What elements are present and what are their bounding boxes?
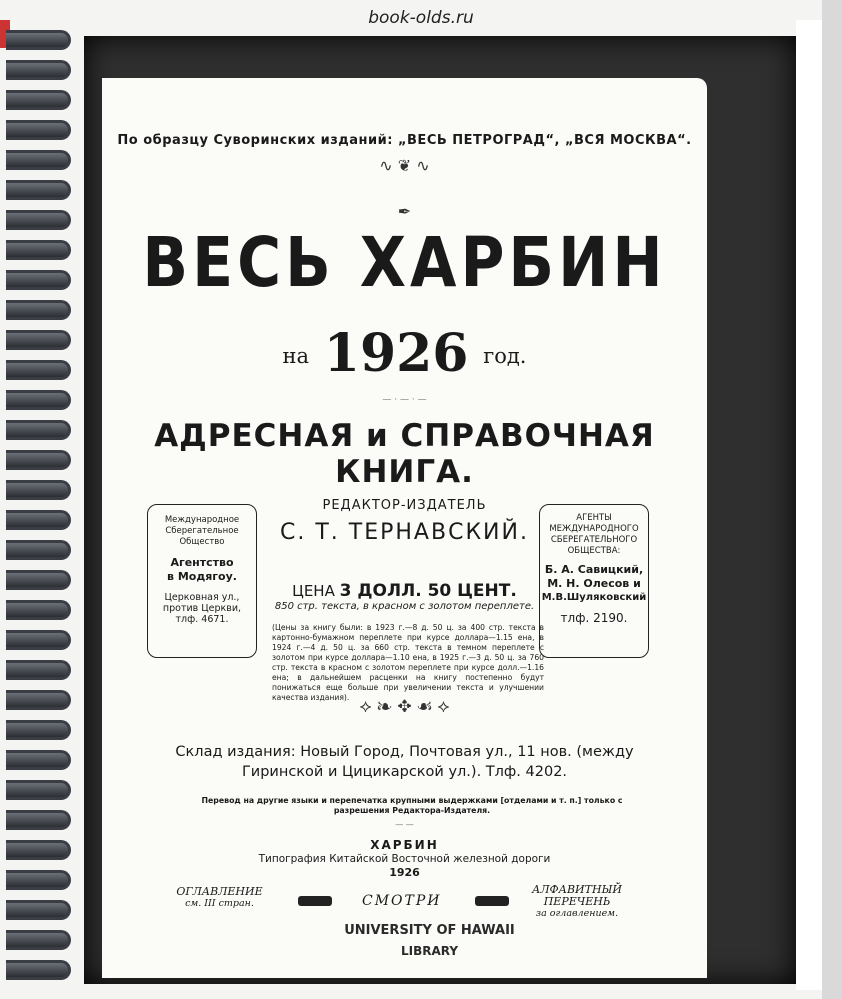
spiral-binding [0, 0, 80, 999]
book-title: ВЕСЬ ХАРБИН [142, 222, 667, 304]
contents-reference [172, 886, 267, 910]
price-history-note: (Цены за книгу были: в 1923 г.—8 д. 50 ц. за 400 стр. текста в картонно-бумажном переплете при курсе доллара—1.15 ена, в 1924 г.—4 д. 50 ц. за 660 стр. текста в темном переплете с золотом при курсе доллара—1.10 ена, в 1925 г.—3 д. 50 ц. за 760 стр. текста в красном с золотом переплете при курсе долл.—1.16 ена; в дальнейшем расценки на книгу постепенно будут понижаться еще больше при увеличении текста и улучшении качества издания). [272, 623, 544, 702]
spiral-ring [6, 300, 71, 320]
spiral-ring [6, 900, 71, 920]
spiral-ring [6, 420, 71, 440]
spiral-ring [6, 120, 71, 140]
library-stamp-line: LIBRARY [400, 944, 459, 958]
spiral-ring [6, 150, 71, 170]
spiral-ring [6, 390, 71, 410]
see-label: СМОТРИ [362, 893, 442, 909]
right-agents-box [539, 504, 649, 658]
agent-name: М.В.Шуляковский [541, 592, 647, 603]
spiral-ring [6, 540, 71, 560]
pointing-hand-left-icon [298, 896, 332, 906]
spiral-ring [6, 960, 71, 980]
editor-name: С. Т. ТЕРНАВСКИЙ. [280, 520, 529, 545]
index-label: ПЕРЕЧЕНЬ [543, 895, 611, 908]
small-divider: — — [395, 820, 414, 829]
contents-label: ОГЛАВЛЕНИЕ [176, 885, 263, 898]
spiral-ring [6, 600, 71, 620]
left-agency-box [147, 504, 257, 658]
spiral-ring [6, 750, 71, 770]
left-box-line: Общество [179, 537, 225, 547]
small-divider: — · — · — [382, 395, 427, 405]
left-box-phone: тлф. 4671. [175, 614, 229, 625]
viewer-edge [822, 0, 842, 999]
year: 1926 [323, 323, 469, 384]
spiral-ring [6, 510, 71, 530]
spiral-ring [6, 840, 71, 860]
contents-page: см. III стран. [185, 898, 254, 909]
spiral-ring [6, 60, 71, 80]
spiral-ring [6, 210, 71, 230]
ornament-divider-icon: ⟡ ❧ ✥ ☙ ⟡ [359, 696, 450, 717]
title-page [102, 78, 707, 978]
spiral-ring [6, 90, 71, 110]
price-subline: 850 стр. текста, в красном с золотом переплете. [274, 601, 535, 612]
series-note: По образцу Суворинских изданий: „ВЕСЬ ПЕТРОГРАД“, „ВСЯ МОСКВА“. [117, 133, 692, 148]
watermark: book-olds.ru [368, 8, 474, 28]
spiral-ring [6, 480, 71, 500]
left-box-agency: Агентство [170, 556, 234, 569]
year-suffix: год. [483, 344, 527, 368]
right-box-line: СБЕРЕГАТЕЛЬНОГО [550, 535, 638, 545]
spiral-ring [6, 870, 71, 890]
index-label: АЛФАВИТНЫЙ [532, 883, 622, 896]
printer: Типография Китайской Восточной железной дороги [258, 853, 551, 865]
left-box-address: Церковная ул., [164, 592, 240, 603]
price-value: 3 ДОЛЛ. 50 ЦЕНТ. [339, 581, 517, 601]
agent-name: Б. А. Савицкий, [544, 563, 644, 576]
editor-label: РЕДАКТОР-ИЗДАТЕЛЬ [322, 498, 487, 513]
year-prefix: на [282, 344, 310, 368]
print-year: 1926 [389, 866, 420, 879]
spiral-ring [6, 780, 71, 800]
left-box-agency: в Модягоу. [167, 570, 237, 583]
right-box-line: АГЕНТЫ [576, 513, 612, 523]
price-prefix: ЦЕНА [292, 582, 335, 600]
right-box-line: ОБЩЕСТВА: [567, 546, 621, 556]
left-box-line: Сберегательное [165, 526, 239, 536]
translation-notice: Перевод на другие языки и перепечатка крупными выдержками [отделами и т. п.] только с разрешения Редактора-Издателя. [201, 796, 623, 815]
year-line [102, 323, 707, 384]
spiral-ring [6, 240, 71, 260]
book-subtitle: АДРЕСНАЯ и СПРАВОЧНАЯ КНИГА. [154, 418, 655, 490]
spiral-ring [6, 330, 71, 350]
spiral-ring [6, 180, 71, 200]
spiral-ring [6, 570, 71, 590]
ornament-icon: ∿ ❦ ∿ [379, 156, 430, 175]
pointing-hand-right-icon [475, 896, 509, 906]
spiral-ring [6, 720, 71, 740]
spiral-ring [6, 450, 71, 470]
spiral-ring [6, 630, 71, 650]
city: ХАРБИН [370, 838, 439, 852]
spiral-ring [6, 690, 71, 710]
spiral-ring [6, 30, 71, 50]
agent-name: М. Н. Олесов и [547, 577, 641, 590]
right-box-line: МЕЖДУНАРОДНОГО [549, 524, 639, 534]
index-reference [522, 884, 632, 920]
library-stamp-line: UNIVERSITY OF HAWAII [344, 923, 515, 938]
index-location: за оглавлением. [535, 908, 619, 919]
spiral-ring [6, 930, 71, 950]
right-box-phone: тлф. 2190. [560, 611, 628, 625]
warehouse-address: Склад издания: Новый Город, Почтовая ул., 11 нов. (между Гиринской и Цицикарской ул.). Тлф. 4202. [175, 744, 634, 780]
spiral-ring [6, 810, 71, 830]
pen-icon: ✒ [397, 202, 412, 221]
price-line [252, 581, 557, 601]
left-box-line: Международное [164, 515, 240, 525]
spiral-ring [6, 270, 71, 290]
spiral-ring [6, 360, 71, 380]
spiral-ring [6, 660, 71, 680]
left-box-address: против Церкви, [162, 603, 242, 614]
